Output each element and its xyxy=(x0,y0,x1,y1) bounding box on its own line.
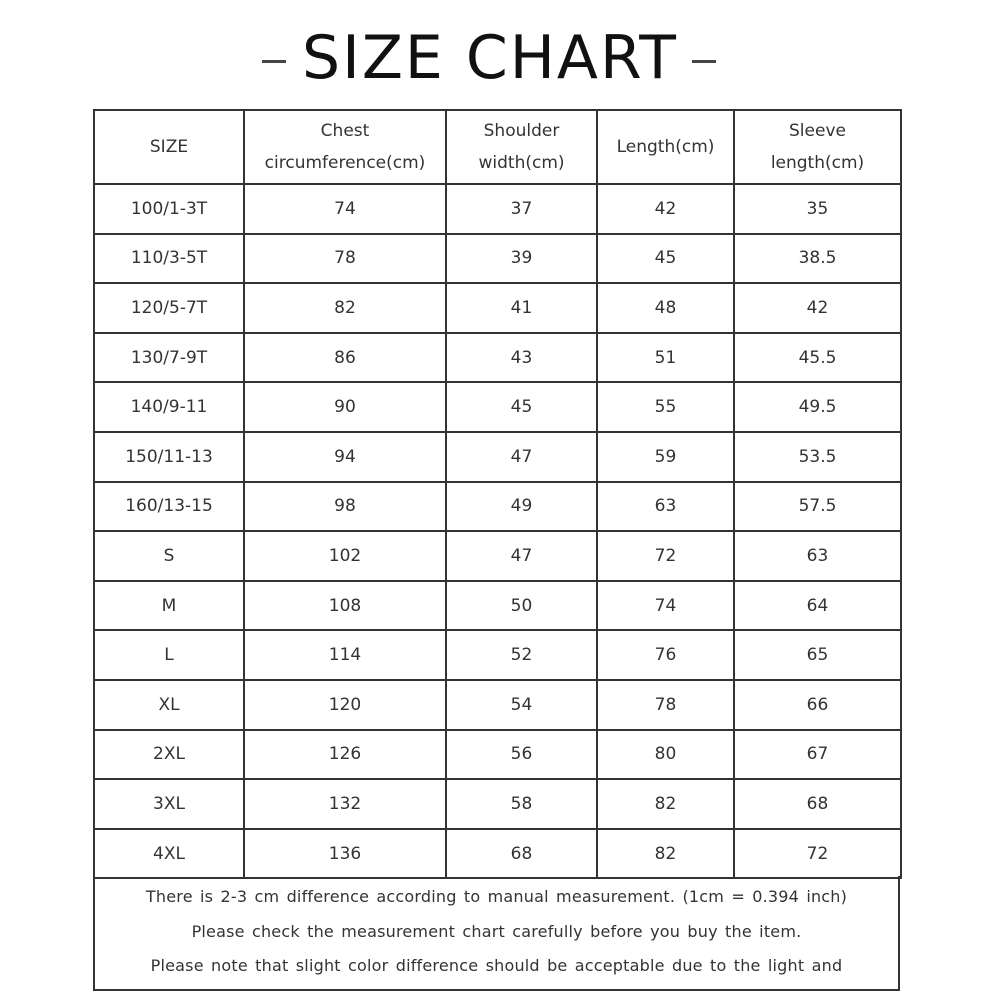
table-row xyxy=(94,382,901,432)
cell-shoulder: 47 xyxy=(446,531,597,581)
cell-sleeve: 42 xyxy=(734,283,901,333)
cell-shoulder: 37 xyxy=(446,184,597,234)
cell-chest: 136 xyxy=(244,829,446,879)
cell-sleeve: 65 xyxy=(734,630,901,680)
header-size-label: SIZE xyxy=(149,137,189,157)
cell-size: 2XL xyxy=(94,730,244,780)
cell-chest: 102 xyxy=(244,531,446,581)
cell-chest: 108 xyxy=(244,581,446,631)
cell-length: 59 xyxy=(597,432,734,482)
cell-length: 82 xyxy=(597,779,734,829)
cell-shoulder: 52 xyxy=(446,630,597,680)
cell-size: XL xyxy=(94,680,244,730)
cell-chest: 132 xyxy=(244,779,446,829)
cell-size: M xyxy=(94,581,244,631)
note-color-difference: Please note that slight color difference should be acceptable due to the light and xyxy=(150,956,843,975)
header-chest xyxy=(244,110,446,184)
cell-chest: 78 xyxy=(244,234,446,284)
header-length-label: Length(cm) xyxy=(616,137,715,157)
table-row xyxy=(94,531,901,581)
cell-size: 140/9-11 xyxy=(94,382,244,432)
cell-sleeve: 72 xyxy=(734,829,901,879)
header-shoulder xyxy=(446,110,597,184)
table-row xyxy=(94,283,901,333)
cell-length: 45 xyxy=(597,234,734,284)
cell-shoulder: 58 xyxy=(446,779,597,829)
cell-size: 3XL xyxy=(94,779,244,829)
header-shoulder-line2: width(cm) xyxy=(478,153,565,173)
cell-size: S xyxy=(94,531,244,581)
cell-size: L xyxy=(94,630,244,680)
cell-length: 78 xyxy=(597,680,734,730)
note-check-chart: Please check the measurement chart carefully before you buy the item. xyxy=(191,921,802,941)
cell-sleeve: 63 xyxy=(734,531,901,581)
cell-size: 4XL xyxy=(94,829,244,879)
cell-chest: 126 xyxy=(244,730,446,780)
note-measurement-difference: There is 2-3 cm difference according to manual measurement. (1cm = 0.394 inch) xyxy=(145,887,848,906)
cell-shoulder: 56 xyxy=(446,730,597,780)
cell-sleeve: 38.5 xyxy=(734,234,901,284)
cell-length: 48 xyxy=(597,283,734,333)
cell-size: 110/3-5T xyxy=(94,234,244,284)
header-sleeve-line1: Sleeve xyxy=(789,121,846,141)
cell-shoulder: 54 xyxy=(446,680,597,730)
header-chest-line2: circumference(cm) xyxy=(264,153,426,173)
cell-chest: 98 xyxy=(244,482,446,532)
cell-sleeve: 35 xyxy=(734,184,901,234)
header-sleeve xyxy=(734,110,901,184)
cell-chest: 94 xyxy=(244,432,446,482)
cell-shoulder: 45 xyxy=(446,382,597,432)
cell-length: 72 xyxy=(597,531,734,581)
title-dash-right xyxy=(692,60,716,63)
table-row xyxy=(94,234,901,284)
cell-sleeve: 57.5 xyxy=(734,482,901,532)
table-header-row xyxy=(94,110,901,184)
cell-size: 100/1-3T xyxy=(94,184,244,234)
cell-shoulder: 50 xyxy=(446,581,597,631)
page-title: SIZE CHART xyxy=(302,23,678,93)
title-dash-left xyxy=(262,60,286,63)
table-row xyxy=(94,779,901,829)
size-table xyxy=(93,109,902,879)
cell-sleeve: 64 xyxy=(734,581,901,631)
header-length xyxy=(597,110,734,184)
cell-sleeve: 68 xyxy=(734,779,901,829)
cell-shoulder: 49 xyxy=(446,482,597,532)
cell-sleeve: 45.5 xyxy=(734,333,901,383)
cell-chest: 90 xyxy=(244,382,446,432)
cell-shoulder: 41 xyxy=(446,283,597,333)
cell-size: 120/5-7T xyxy=(94,283,244,333)
cell-sleeve: 53.5 xyxy=(734,432,901,482)
cell-size: 160/13-15 xyxy=(94,482,244,532)
cell-shoulder: 43 xyxy=(446,333,597,383)
table-row xyxy=(94,730,901,780)
header-sleeve-line2: length(cm) xyxy=(770,153,865,173)
notes-box xyxy=(93,876,900,991)
cell-chest: 86 xyxy=(244,333,446,383)
table-row xyxy=(94,482,901,532)
cell-length: 55 xyxy=(597,382,734,432)
cell-length: 82 xyxy=(597,829,734,879)
cell-length: 42 xyxy=(597,184,734,234)
header-chest-line1: Chest xyxy=(320,121,370,141)
title-block xyxy=(0,18,1000,98)
table-row xyxy=(94,581,901,631)
cell-size: 150/11-13 xyxy=(94,432,244,482)
cell-chest: 114 xyxy=(244,630,446,680)
cell-size: 130/7-9T xyxy=(94,333,244,383)
cell-length: 63 xyxy=(597,482,734,532)
cell-sleeve: 49.5 xyxy=(734,382,901,432)
table-row xyxy=(94,184,901,234)
table-row xyxy=(94,333,901,383)
table-row xyxy=(94,432,901,482)
cell-sleeve: 67 xyxy=(734,730,901,780)
cell-length: 80 xyxy=(597,730,734,780)
cell-sleeve: 66 xyxy=(734,680,901,730)
cell-chest: 120 xyxy=(244,680,446,730)
cell-length: 51 xyxy=(597,333,734,383)
cell-shoulder: 39 xyxy=(446,234,597,284)
header-size xyxy=(94,110,244,184)
cell-chest: 74 xyxy=(244,184,446,234)
cell-chest: 82 xyxy=(244,283,446,333)
table-row xyxy=(94,680,901,730)
header-shoulder-line1: Shoulder xyxy=(483,121,560,141)
cell-shoulder: 68 xyxy=(446,829,597,879)
cell-length: 76 xyxy=(597,630,734,680)
table-row xyxy=(94,829,901,879)
cell-length: 74 xyxy=(597,581,734,631)
cell-shoulder: 47 xyxy=(446,432,597,482)
table-row xyxy=(94,630,901,680)
